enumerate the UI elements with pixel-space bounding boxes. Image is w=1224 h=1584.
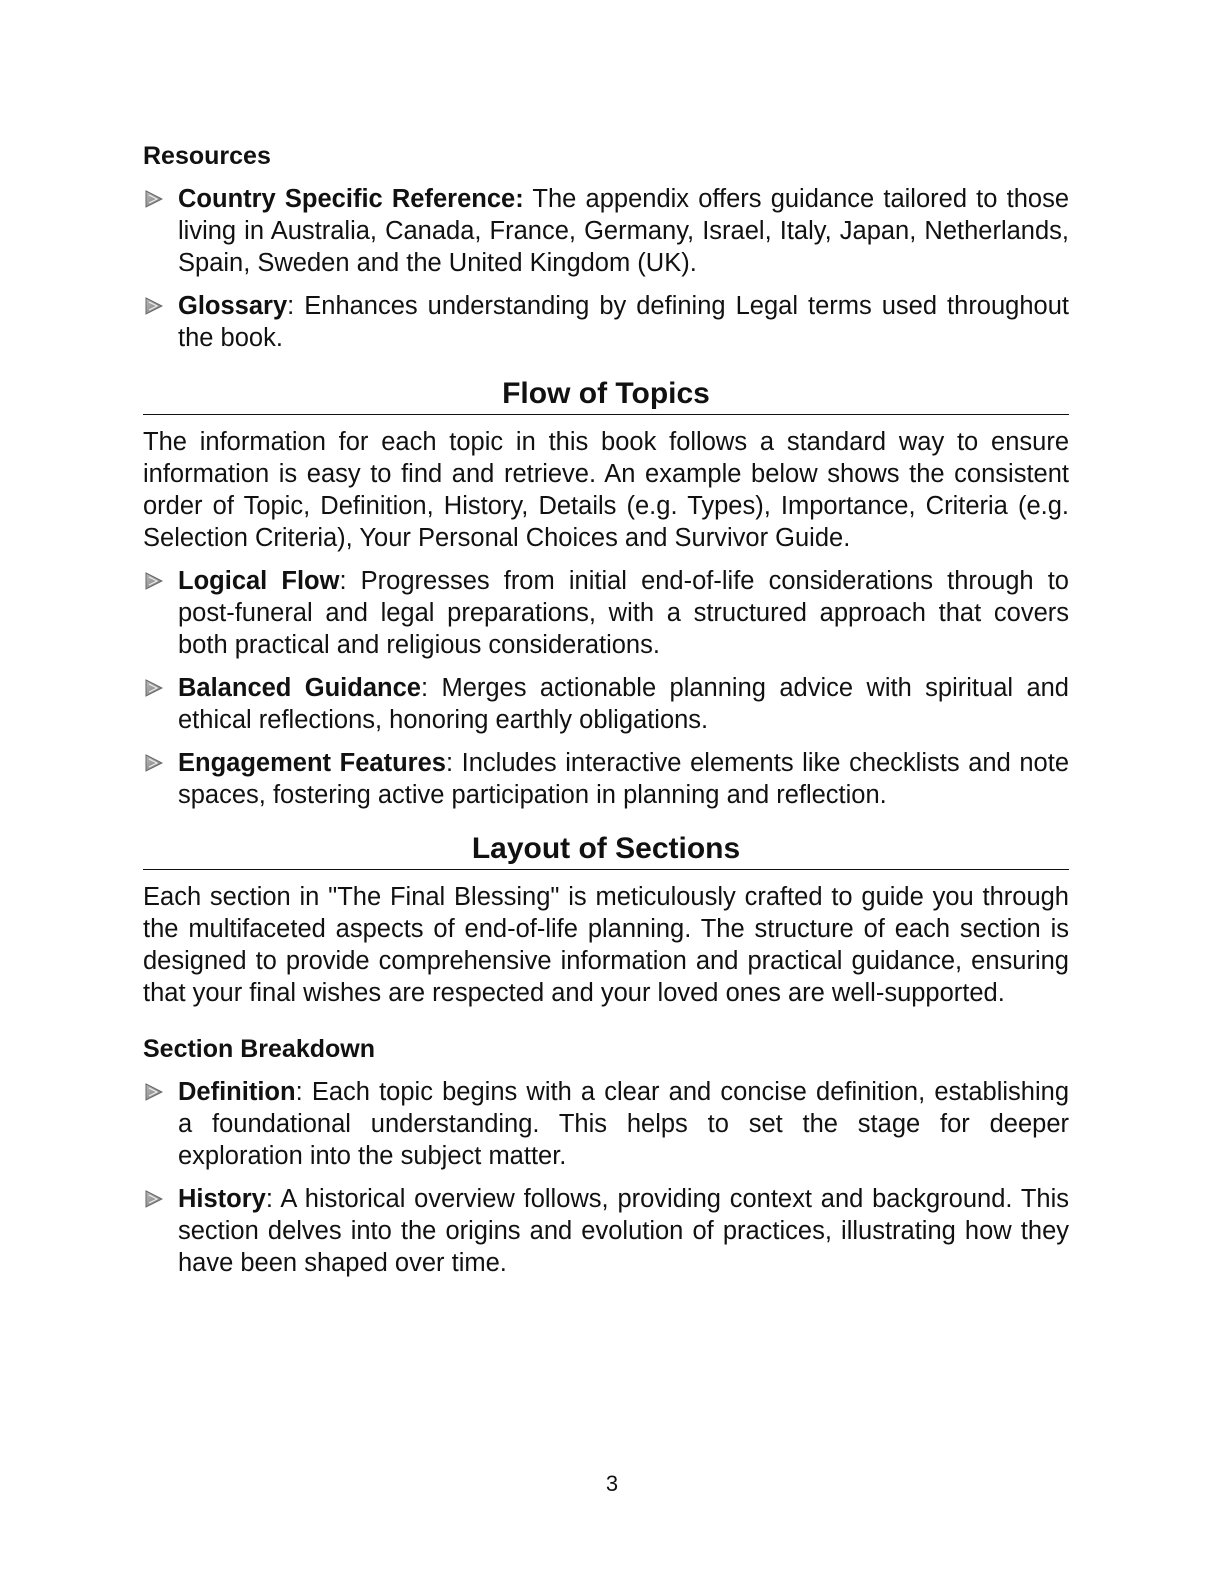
list-item-term: Engagement Features (178, 749, 446, 777)
list-item-term: Definition (178, 1078, 296, 1106)
flow-list (143, 565, 1069, 811)
resources-list (143, 183, 1069, 354)
triangle-arrow-icon (145, 679, 163, 697)
page-content (143, 140, 1069, 1279)
list-item-text: The appendix offers guidance tailored to those living in Australia, Canada, France, Germany, Israel, Italy, Japan, Netherlands, Spain, Sweden and the United Kingdom (UK). (178, 185, 1070, 277)
list-item (143, 672, 1069, 736)
triangle-arrow-icon (145, 1083, 163, 1101)
layout-of-sections-title: Layout of Sections (143, 831, 1069, 870)
triangle-arrow-icon (145, 1190, 163, 1208)
list-item (143, 1076, 1069, 1172)
list-item (143, 1183, 1069, 1279)
list-item-text: : A historical overview follows, providing context and background. This section delves into the origins and evolution of practices, illustrating how they have been shaped over time. (178, 1185, 1069, 1277)
list-item (143, 747, 1069, 811)
flow-of-topics-title: Flow of Topics (143, 376, 1069, 415)
page-number: 3 (605, 1471, 619, 1496)
list-item-term: Country Specific Reference: (178, 185, 524, 213)
list-item (143, 290, 1069, 354)
list-item (143, 183, 1069, 279)
breakdown-list (143, 1076, 1069, 1279)
resources-heading: Resources (143, 142, 271, 170)
list-item-term: History (178, 1185, 266, 1213)
list-item-term: Balanced Guidance (178, 674, 421, 702)
triangle-arrow-icon (145, 572, 163, 590)
flow-intro-paragraph: The information for each topic in this book follows a standard way to ensure information is easy to find and retrieve. An example below shows the consistent order of Topic, Definition, History, Details (e.g. Types), Importance, Criteria (e.g. Selection Criteria), Your Personal Choices and Survivor Guide. (143, 428, 1069, 552)
list-item-term: Logical Flow (178, 567, 340, 595)
section-breakdown-heading: Section Breakdown (143, 1035, 375, 1063)
triangle-arrow-icon (145, 754, 163, 772)
list-item-term: Glossary (178, 292, 288, 320)
list-item-text: : Includes interactive elements like checklists and note spaces, fostering active participation in planning and reflection. (178, 749, 1070, 809)
list-item-text: : Merges actionable planning advice with spiritual and ethical reflections, honoring earthly obligations. (178, 674, 1069, 734)
list-item-text: : Progresses from initial end-of-life considerations through to post-funeral and legal preparations, with a structured approach that covers both practical and religious considerations. (178, 567, 1069, 659)
triangle-arrow-icon (145, 297, 163, 315)
list-item-text: : Enhances understanding by defining Legal terms used throughout the book. (178, 292, 1069, 352)
layout-intro-paragraph: Each section in "The Final Blessing" is meticulously crafted to guide you through the multifaceted aspects of end-of-life planning. The structure of each section is designed to provide comprehensive information and practical guidance, ensuring that your final wishes are respected and your loved ones are well-supported. (143, 883, 1069, 1007)
list-item (143, 565, 1069, 661)
triangle-arrow-icon (145, 190, 163, 208)
list-item-text: : Each topic begins with a clear and concise definition, establishing a foundational understanding. This helps to set the stage for deeper exploration into the subject matter. (178, 1078, 1069, 1170)
